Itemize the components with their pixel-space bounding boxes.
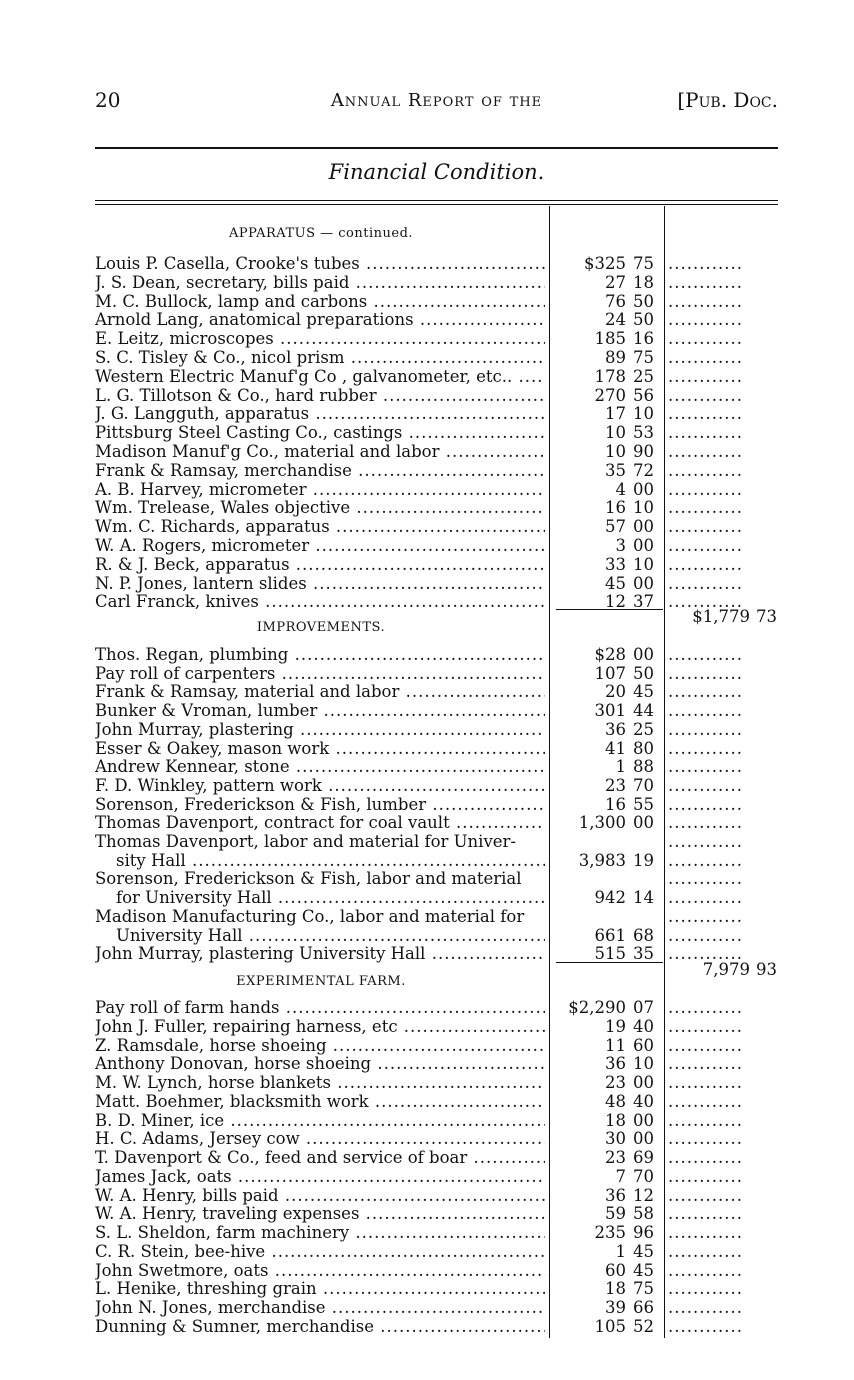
table-row [0,1148,854,1167]
row-dollars: 3 [615,536,626,555]
row-cents: 50 [633,663,654,683]
section-heading-label: IMPROVEMENTS. [256,620,386,635]
table-row [0,869,854,888]
table-row [0,701,854,720]
row-leader-dots: ............ [668,1316,743,1336]
row-cents: 72 [633,460,654,480]
table-row [0,461,854,480]
row-cents: 60 [633,1035,654,1055]
row-description: R. & J. Beck, apparatus ..... [95,555,545,574]
page-number: 20 [95,88,121,112]
row-cents: 96 [633,1223,654,1242]
section-total [668,607,780,626]
table-row [0,442,854,461]
total-cents: 93 [756,960,777,979]
row-description: Sorenson, Frederickson & Fish, lumber ..... [95,795,545,814]
row-dollars: 942 [594,888,626,908]
row-leader-dots: ............ [668,645,743,664]
row-description: L. G. Tillotson & Co., hard rubber ..... [95,386,545,405]
row-description: W. A. Rogers, micrometer ..... [95,536,545,555]
section-heading [95,620,547,635]
row-cents: 00 [633,1129,654,1149]
row-description: S. L. Sheldon, farm machinery ..... [95,1223,545,1242]
section-subtitle: Financial Condition. [328,160,545,184]
row-dollars: 36 [605,1185,626,1205]
row-dollars: 59 [605,1204,626,1224]
row-description: Sorenson, Frederickson & Fish, labor and material [95,869,522,889]
row-dollars: 48 [605,1091,626,1111]
row-leader-dots: ............ [668,757,743,777]
row-dollars: 107 [594,663,626,683]
row-leader-dots: ............ [668,498,743,518]
table-row [0,757,854,776]
row-description: F. D. Winkley, pattern work ..... [95,776,545,795]
table-row [0,813,854,832]
row-dollars: 185 [594,329,626,349]
table-row [0,907,854,926]
row-leader-dots: ............ [668,1241,743,1261]
row-cents: 10 [633,1054,654,1074]
row-leader-dots: ............ [668,1260,743,1280]
table-row [0,776,854,795]
row-cents: 00 [633,813,654,833]
row-description: Anthony Donovan, horse shoeing ..... [95,1054,545,1073]
row-dollars: 23 [605,1073,626,1092]
row-leader-dots: ............ [668,1148,743,1167]
row-cents: 70 [633,1166,654,1186]
row-cents: 50 [633,291,654,311]
section-heading-suffix: — continued. [315,226,414,241]
row-dollars: 7 [615,1166,626,1186]
row-description: Thomas Davenport, labor and material for Univer- [95,832,516,851]
subtotal-rule [556,609,663,610]
total-cents: 73 [756,607,777,626]
row-description: W. A. Henry, traveling expenses ..... [95,1204,545,1223]
row-leader-dots: ............ [668,310,743,330]
row-dollars: 3,983 [578,850,626,870]
row-cents: 40 [633,1091,654,1111]
row-cents: 00 [633,1110,654,1130]
row-cents: 00 [633,536,654,555]
table-row [0,739,854,758]
table-row [0,480,854,499]
row-dollars: 4 [615,479,626,499]
table-row [0,310,854,329]
row-dollars: 27 [605,272,626,292]
row-cents: 75 [633,348,654,367]
row-cents: 14 [633,888,654,908]
row-leader-dots: ............ [668,1035,743,1055]
row-dollars: 33 [605,554,626,574]
row-description: Wm. Trelease, Wales objective ..... [95,498,545,517]
row-leader-dots: ............ [668,291,743,311]
row-leader-dots: ............ [668,554,743,574]
row-cents: 69 [633,1148,654,1167]
row-leader-dots: ............ [668,573,743,593]
row-leader-dots: ............ [668,348,743,367]
row-cents: 07 [633,998,654,1017]
row-dollars: 24 [605,310,626,330]
row-dollars: 57 [605,517,626,537]
row-description: T. Davenport & Co., feed and service of boar ..... [95,1148,545,1167]
table-row [0,386,854,405]
table-row [0,517,854,536]
row-leader-dots: ............ [668,254,743,273]
row-dollars: 17 [605,404,626,424]
section-heading-label: EXPERIMENTAL FARM. [236,974,406,989]
row-cents: 66 [633,1298,654,1317]
row-cents: 37 [633,592,654,612]
total-dollars: $1,779 [692,607,750,626]
row-cents: 12 [633,1185,654,1205]
row-dollars: 10 [605,423,626,443]
row-description: sity Hall ..... [116,851,545,870]
section-total [668,960,780,979]
row-description: E. Leitz, microscopes ..... [95,329,545,348]
section-heading [95,974,547,989]
row-cents: 50 [633,310,654,330]
row-cents: 68 [633,925,654,945]
row-dollars: 41 [605,738,626,758]
row-dollars: 1,300 [578,813,626,833]
table-row [0,926,854,945]
row-cents: 45 [633,1241,654,1261]
table-row [0,1054,854,1073]
table-row [0,888,854,907]
row-description: Frank & Ramsay, material and labor ..... [95,682,545,701]
row-dollars: 1 [615,1241,626,1261]
row-leader-dots: ............ [668,404,743,424]
table-row [0,645,854,664]
row-leader-dots: ............ [668,719,743,739]
row-leader-dots: ............ [668,775,743,795]
row-leader-dots: ............ [668,1091,743,1111]
table-row [0,1073,854,1092]
table-row [0,536,854,555]
row-leader-dots: ............ [668,1166,743,1186]
row-description: C. R. Stein, bee-hive ..... [95,1242,545,1261]
table-row [0,1242,854,1261]
row-leader-dots: ............ [668,385,743,405]
row-description: for University Hall ..... [116,888,545,907]
row-leader-dots: ............ [668,1129,743,1149]
report-title: Annual Report of the [330,90,543,111]
row-description: L. Henike, threshing grain ..... [95,1279,545,1298]
row-description: James Jack, oats ..... [95,1167,545,1186]
table-row [0,1223,854,1242]
table-row [0,423,854,442]
table-row [0,1167,854,1186]
row-leader-dots: ............ [668,1279,743,1299]
row-cents: 00 [633,645,654,664]
row-cents: 55 [633,794,654,814]
row-cents: 44 [633,701,654,721]
row-leader-dots: ............ [668,832,743,851]
row-dollars: 18 [605,1110,626,1130]
row-leader-dots: ............ [668,1110,743,1130]
row-leader-dots: ............ [668,592,743,612]
row-dollars: 89 [605,348,626,367]
row-leader-dots: ............ [668,1073,743,1092]
row-dollars: 105 [594,1316,626,1336]
row-description: John J. Fuller, repairing harness, etc ..... [95,1017,545,1036]
row-description: Carl Franck, knives ..... [95,592,545,611]
table-row [0,273,854,292]
row-leader-dots: ............ [668,1016,743,1036]
row-leader-dots: ............ [668,1204,743,1224]
table-row [0,254,854,273]
row-description: Andrew Kennear, stone ..... [95,757,545,776]
table-row [0,1092,854,1111]
row-dollars: 36 [605,1054,626,1074]
table-row [0,1317,854,1336]
row-dollars: 1 [615,757,626,777]
row-leader-dots: ............ [668,738,743,758]
row-cents: 75 [633,1279,654,1299]
row-dollars: 661 [594,925,626,945]
table-row [0,555,854,574]
row-leader-dots: ............ [668,460,743,480]
row-leader-dots: ............ [668,869,743,889]
table-row [0,292,854,311]
row-dollars: 16 [605,794,626,814]
row-description: W. A. Henry, bills paid ..... [95,1186,545,1205]
row-leader-dots: ............ [668,682,743,702]
row-cents: 18 [633,272,654,292]
row-cents: 10 [633,498,654,518]
table-row [0,851,854,870]
row-description: Arnold Lang, anatomical preparations ..... [95,310,545,329]
row-dollars: 39 [605,1298,626,1317]
table-row [0,1111,854,1130]
subtotal-rule [556,962,663,963]
row-description: John Swetmore, oats ..... [95,1261,545,1280]
row-dollars: 12 [605,592,626,612]
row-dollars: 270 [594,385,626,405]
row-leader-dots: ............ [668,1223,743,1242]
row-leader-dots: ............ [668,1185,743,1205]
table-row [0,1279,854,1298]
row-cents: 16 [633,329,654,349]
row-leader-dots: ............ [668,536,743,555]
row-dollars: 301 [594,701,626,721]
row-leader-dots: ............ [668,888,743,908]
table-row [0,498,854,517]
row-dollars: 18 [605,1279,626,1299]
row-leader-dots: ............ [668,1054,743,1074]
row-dollars: 515 [594,944,626,964]
row-description: John N. Jones, merchandise ..... [95,1298,545,1317]
section-heading-label: APPARATUS [228,226,316,241]
row-leader-dots: ............ [668,944,743,964]
row-dollars: 178 [594,366,626,386]
row-dollars: 45 [605,573,626,593]
table-row [0,998,854,1017]
row-leader-dots: ............ [668,329,743,349]
row-description: M. W. Lynch, horse blankets ..... [95,1073,545,1092]
table-row [0,1298,854,1317]
row-description: Esser & Oakey, mason work ..... [95,739,545,758]
row-cents: 75 [633,254,654,273]
row-cents: 45 [633,1260,654,1280]
row-description: Bunker & Vroman, lumber ..... [95,701,545,720]
row-description: Pay roll of carpenters ..... [95,664,545,683]
row-description: Madison Manuf'g Co., material and labor ..... [95,442,545,461]
row-cents: 25 [633,719,654,739]
row-description: A. B. Harvey, micrometer ..... [95,480,545,499]
row-description: S. C. Tisley & Co., nicol prism ..... [95,348,545,367]
row-cents: 80 [633,738,654,758]
table-row [0,795,854,814]
row-description: Z. Ramsdale, horse shoeing ..... [95,1036,545,1055]
row-dollars: 19 [605,1016,626,1036]
row-description: Madison Manufacturing Co., labor and material for [95,906,525,926]
table-row [0,1261,854,1280]
row-leader-dots: ............ [668,1298,743,1317]
row-cents: 56 [633,385,654,405]
row-description: University Hall ..... [116,926,545,945]
row-dollars: 30 [605,1129,626,1149]
row-description: Thomas Davenport, contract for coal vault ..... [95,813,545,832]
row-leader-dots: ............ [668,272,743,292]
row-leader-dots: ............ [668,479,743,499]
row-description: Pay roll of farm hands ..... [95,998,545,1017]
row-cents: 19 [633,850,654,870]
table-row [0,404,854,423]
row-leader-dots: ............ [668,663,743,683]
table-row [0,1204,854,1223]
table-row [0,720,854,739]
row-dollars: 23 [605,775,626,795]
row-cents: 10 [633,404,654,424]
row-description: Louis P. Casella, Crooke's tubes ..... [95,254,545,273]
row-leader-dots: ............ [668,850,743,870]
row-dollars: 76 [605,291,626,311]
row-dollars: 235 [594,1223,626,1242]
row-cents: 88 [633,757,654,777]
table-row [0,367,854,386]
row-description: Western Electric Manuf'g Co , galvanometer, etc.. ..... [95,367,545,386]
row-leader-dots: ............ [668,423,743,443]
row-description: H. C. Adams, Jersey cow ..... [95,1129,545,1148]
row-leader-dots: ............ [668,813,743,833]
row-dollars: 16 [605,498,626,518]
row-description: N. P. Jones, lantern slides ..... [95,574,545,593]
row-leader-dots: ............ [668,998,743,1017]
row-description: Thos. Regan, plumbing ..... [95,645,545,664]
row-description: Dunning & Sumner, merchandise ..... [95,1317,545,1336]
row-description: J. G. Langguth, apparatus ..... [95,404,545,423]
row-dollars: 36 [605,719,626,739]
row-cents: 58 [633,1204,654,1224]
row-cents: 00 [633,517,654,537]
table-row [0,1036,854,1055]
row-dollars: 10 [605,442,626,461]
row-leader-dots: ............ [668,517,743,537]
row-description: John Murray, plastering University Hall ..... [95,944,545,963]
row-description: Matt. Boehmer, blacksmith work ..... [95,1092,545,1111]
row-leader-dots: ............ [668,794,743,814]
row-leader-dots: ............ [668,701,743,721]
section-heading [95,226,547,241]
row-leader-dots: ............ [668,906,743,926]
table-row [0,1129,854,1148]
row-cents: 53 [633,423,654,443]
row-description: Wm. C. Richards, apparatus ..... [95,517,545,536]
row-dollars: 11 [605,1035,626,1055]
table-row [0,348,854,367]
row-dollars: 35 [605,460,626,480]
row-cents: 52 [633,1316,654,1336]
row-description: B. D. Miner, ice ..... [95,1111,545,1130]
row-dollars: $2,290 [568,998,626,1017]
row-leader-dots: ............ [668,925,743,945]
total-dollars: 7,979 [702,960,750,979]
row-dollars: 60 [605,1260,626,1280]
row-dollars: 20 [605,682,626,702]
row-cents: 70 [633,775,654,795]
row-cents: 35 [633,944,654,964]
table-row [0,1186,854,1205]
row-cents: 10 [633,554,654,574]
row-cents: 00 [633,1073,654,1092]
table-row [0,1017,854,1036]
row-leader-dots: ............ [668,366,743,386]
document-type: [Pub. Doc. [677,88,778,112]
row-cents: 00 [633,573,654,593]
row-dollars: $325 [584,254,626,273]
row-leader-dots: ............ [668,442,743,461]
row-description: M. C. Bullock, lamp and carbons ..... [95,292,545,311]
row-cents: 25 [633,366,654,386]
table-row [0,664,854,683]
row-dollars: $28 [594,645,626,664]
row-description: Pittsburg Steel Casting Co., castings ..... [95,423,545,442]
row-cents: 90 [633,442,654,461]
row-cents: 45 [633,682,654,702]
table-row [0,574,854,593]
row-cents: 00 [633,479,654,499]
row-description: J. S. Dean, secretary, bills paid ..... [95,273,545,292]
table-row [0,832,854,851]
row-description: Frank & Ramsay, merchandise ..... [95,461,545,480]
row-description: John Murray, plastering ..... [95,720,545,739]
row-dollars: 23 [605,1148,626,1167]
table-row [0,329,854,348]
row-cents: 40 [633,1016,654,1036]
table-row [0,682,854,701]
